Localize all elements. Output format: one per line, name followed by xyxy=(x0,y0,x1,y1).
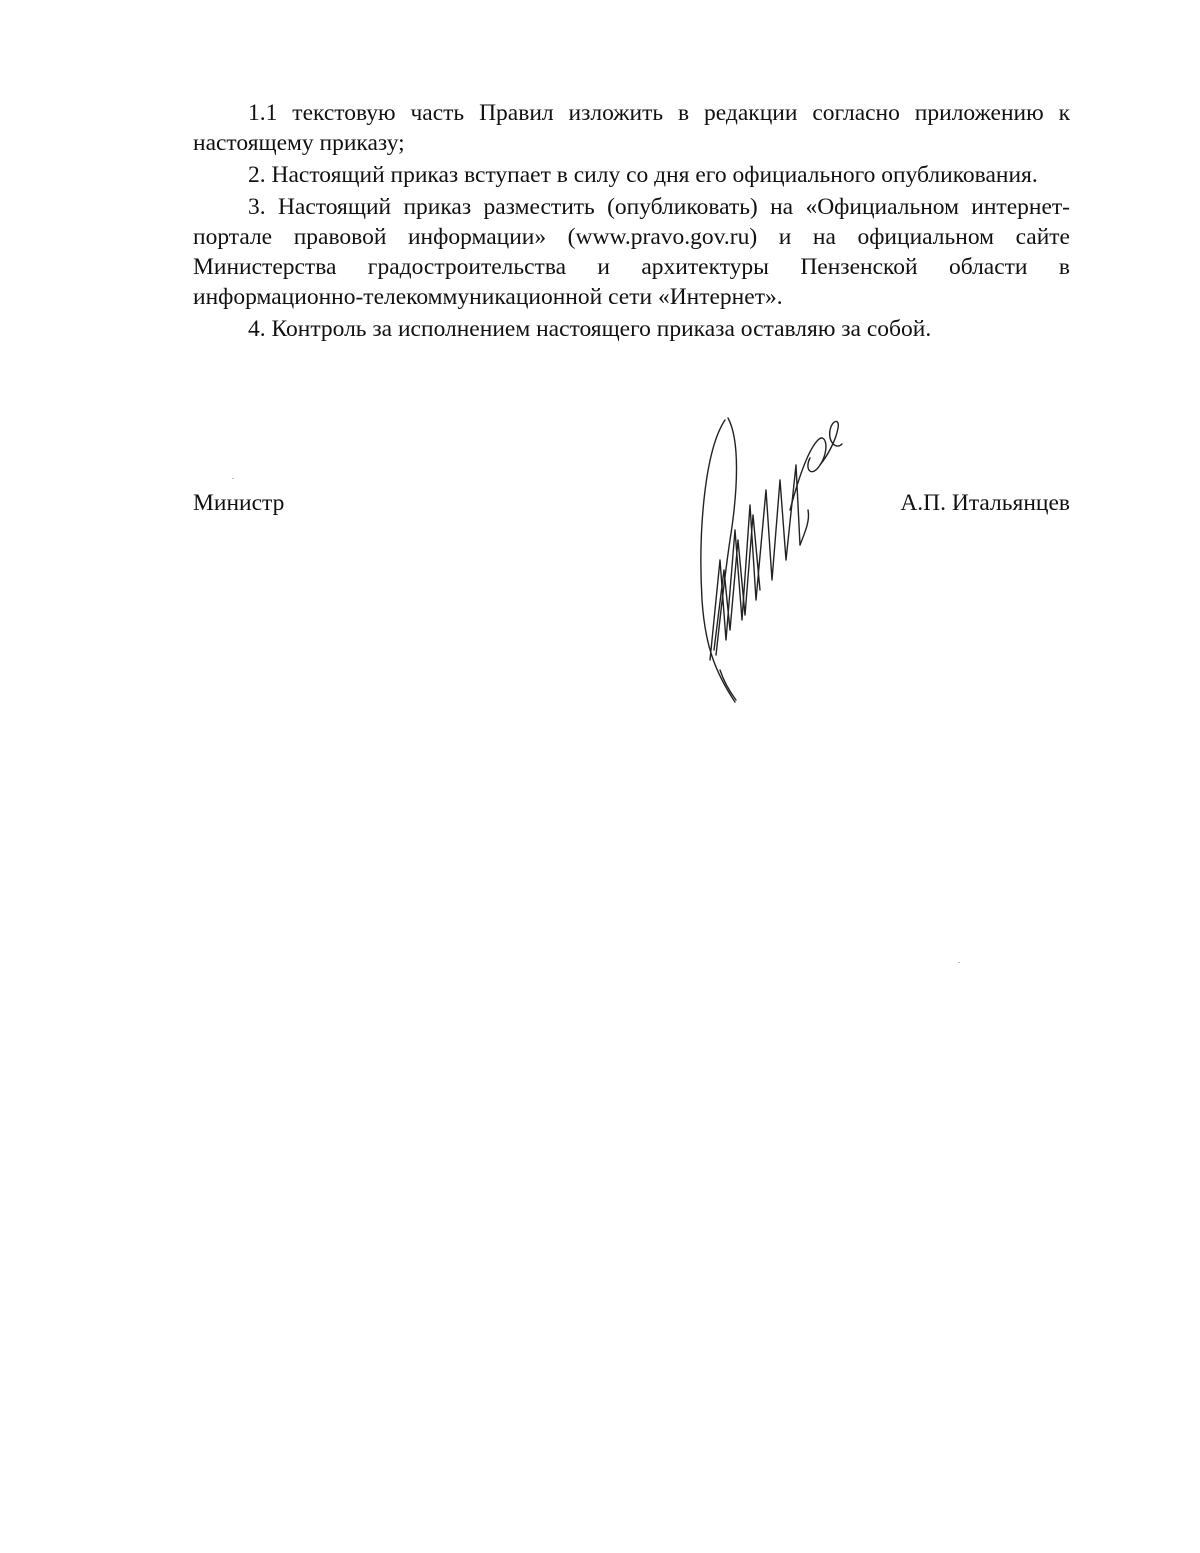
order-body xyxy=(193,98,1070,344)
paragraph-1-1: 1.1 текстовую часть Правил изложить в редакции согласно приложению к настоящему приказу; xyxy=(193,100,1070,156)
paragraph-3: 3. Настоящий приказ разместить (опубликовать) на «Официальном интернет-портале правовой информации» (www.pravo.gov.ru) и на официальном сайте Министерства градостроительства и архитектуры Пензенской области в информационно-телекоммуникационной сети «Интернет». xyxy=(193,194,1070,310)
signatory-title: Министр xyxy=(193,490,285,516)
handwritten-signature-icon xyxy=(680,410,860,710)
paragraph-4: 4. Контроль за исполнением настоящего приказа оставляю за собой. xyxy=(248,316,932,342)
scan-speck xyxy=(232,478,234,479)
signatory-name: А.П. Итальянцев xyxy=(900,490,1070,516)
signature-block xyxy=(193,488,1070,528)
paragraph-2: 2. Настоящий приказ вступает в силу со дня его официального опубликования. xyxy=(248,162,1038,188)
scan-speck xyxy=(958,962,960,963)
